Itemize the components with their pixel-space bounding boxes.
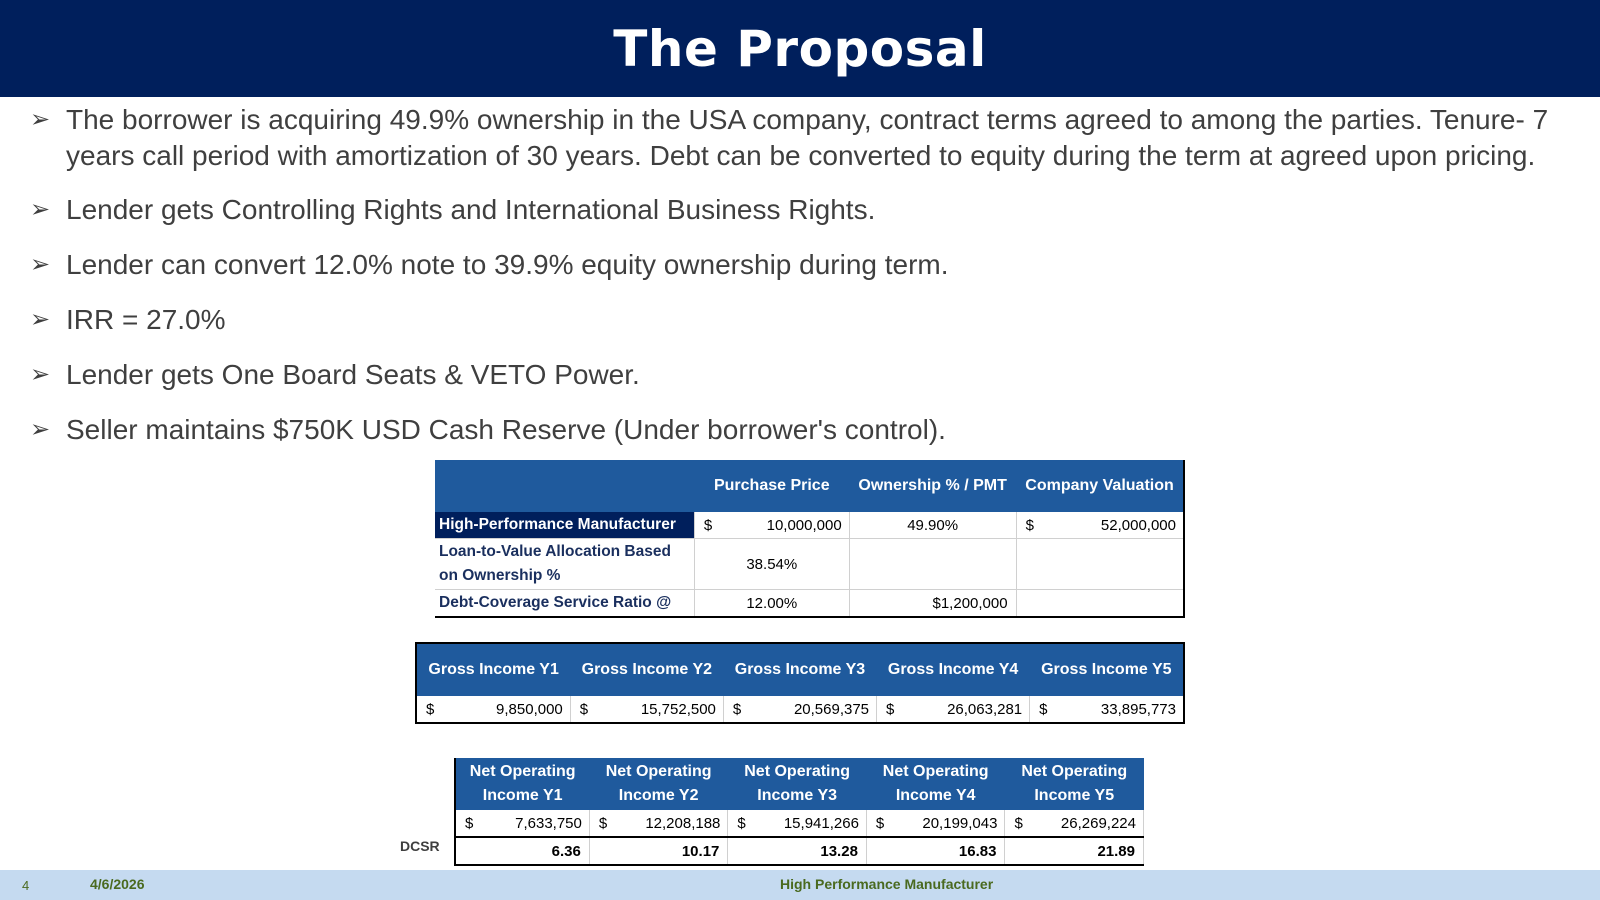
table-cell: $ 15,752,500: [570, 696, 723, 723]
table-cell: [849, 539, 1016, 590]
table-cell: 49.90%: [849, 512, 1016, 539]
header-cell: Gross Income Y3: [723, 643, 876, 696]
table-row: [455, 810, 1144, 837]
header-cell: Ownership % / PMT: [849, 460, 1016, 512]
header-cell: Gross Income Y4: [877, 643, 1030, 696]
table-cell: 10.17: [589, 837, 728, 865]
table-cell: $ 9,850,000: [416, 696, 570, 723]
header-cell: Net Operating Income Y2: [589, 758, 728, 810]
table-cell: $ 20,569,375: [723, 696, 876, 723]
bullet-item: ➢ Seller maintains $750K USD Cash Reserve (Under borrower's control).: [30, 412, 1570, 448]
row-label: High-Performance Manufacturer: [435, 512, 694, 539]
footer-bar: [0, 870, 1600, 900]
header-cell: Net Operating Income Y1: [455, 758, 589, 810]
bullet-item: ➢ IRR = 27.0%: [30, 302, 1570, 338]
gross-income-table: [415, 642, 1185, 724]
table-cell: $ 7,633,750: [455, 810, 589, 837]
page-number: 4: [22, 878, 30, 893]
arrow-bullet-icon: ➢: [30, 416, 51, 443]
table-cell: $ 52,000,000: [1016, 512, 1184, 539]
header-cell: Gross Income Y5: [1030, 643, 1184, 696]
bullet-item: ➢ Lender gets Controlling Rights and International Business Rights.: [30, 192, 1570, 228]
bullet-item: ➢ Lender gets One Board Seats & VETO Power.: [30, 357, 1570, 393]
header-cell: Company Valuation: [1016, 460, 1184, 512]
arrow-bullet-icon: ➢: [30, 106, 51, 133]
header-cell: Purchase Price: [694, 460, 849, 512]
table-cell: $ 26,269,224: [1005, 810, 1144, 837]
table-cell: $ 20,199,043: [866, 810, 1005, 837]
table-row: [416, 696, 1184, 723]
table-row: [435, 590, 1184, 618]
header-cell: Net Operating Income Y5: [1005, 758, 1144, 810]
table-cell: 6.36: [455, 837, 589, 865]
row-label: Loan-to-Value Allocation Based on Ownership %: [435, 539, 694, 590]
table-cell: $1,200,000: [849, 590, 1016, 618]
table-cell: [1016, 539, 1184, 590]
arrow-bullet-icon: ➢: [30, 251, 51, 278]
dcsr-row: [455, 837, 1144, 865]
noi-table: [454, 758, 1144, 866]
table-row: [435, 512, 1184, 539]
header-cell: Net Operating Income Y3: [728, 758, 867, 810]
title-banner: [0, 0, 1600, 97]
table-cell: $ 26,063,281: [877, 696, 1030, 723]
header-cell: [435, 460, 694, 512]
table-cell: $ 10,000,000: [694, 512, 849, 539]
row-label: Debt-Coverage Service Ratio @: [435, 590, 694, 618]
table-cell: $ 15,941,266: [728, 810, 867, 837]
table-cell: 21.89: [1005, 837, 1144, 865]
header-cell: Gross Income Y2: [570, 643, 723, 696]
arrow-bullet-icon: ➢: [30, 361, 51, 388]
table-cell: 38.54%: [694, 539, 849, 590]
table-cell: 12.00%: [694, 590, 849, 618]
header-cell: Gross Income Y1: [416, 643, 570, 696]
arrow-bullet-icon: ➢: [30, 196, 51, 223]
slide-title: The Proposal: [613, 19, 987, 78]
purchase-table: [435, 460, 1185, 618]
table-cell: 13.28: [728, 837, 867, 865]
table-row: [435, 539, 1184, 590]
table-cell: $ 12,208,188: [589, 810, 728, 837]
bullet-item: ➢ Lender can convert 12.0% note to 39.9% equity ownership during term.: [30, 247, 1570, 283]
bullet-list: [30, 102, 1570, 467]
footer-date: 4/6/2026: [90, 876, 145, 892]
table-cell: [1016, 590, 1184, 618]
table-cell: 16.83: [866, 837, 1005, 865]
header-cell: Net Operating Income Y4: [866, 758, 1005, 810]
arrow-bullet-icon: ➢: [30, 306, 51, 333]
dcsr-label: DCSR: [400, 838, 440, 854]
table-cell: $ 33,895,773: [1030, 696, 1184, 723]
bullet-item: ➢ The borrower is acquiring 49.9% ownership in the USA company, contract terms agreed to among the parties. Tenure- 7 years call period with amortization of 30 years. Debt can be converted to equity during the term at agreed upon pricing.: [30, 104, 1549, 171]
footer-company: High Performance Manufacturer: [780, 876, 994, 892]
